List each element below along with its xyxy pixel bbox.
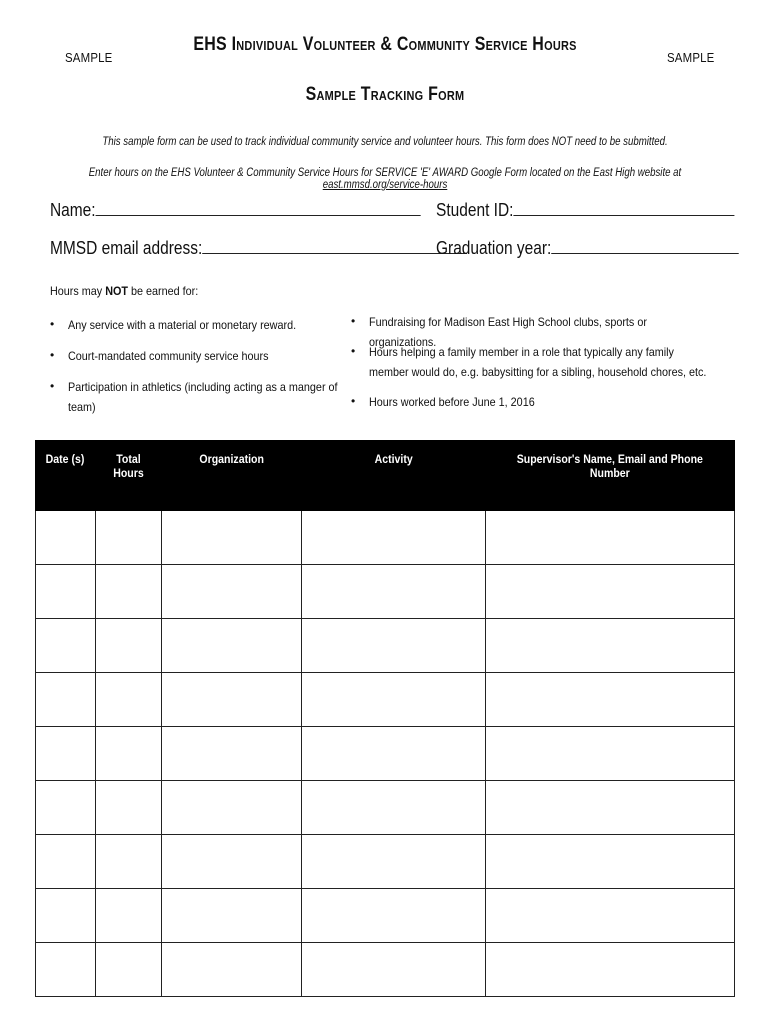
name-line[interactable] (96, 214, 421, 216)
bullet-icon: • (50, 317, 55, 331)
supervisor-cell[interactable] (486, 835, 735, 889)
table-row (36, 727, 735, 781)
date-cell[interactable] (36, 835, 96, 889)
organization-cell[interactable] (161, 889, 301, 943)
column-header-date: Date (s) (36, 441, 96, 511)
total-hours-cell[interactable] (95, 511, 161, 565)
date-cell[interactable] (36, 943, 96, 997)
restriction-item: Fundraising for Madison East High School clubs, sports or organizations. (369, 315, 647, 349)
date-cell[interactable] (36, 781, 96, 835)
total-hours-cell[interactable] (95, 673, 161, 727)
table-body (36, 511, 735, 997)
total-hours-cell[interactable] (95, 781, 161, 835)
graduation-year-line[interactable] (551, 252, 738, 254)
bullet-icon: • (50, 348, 55, 362)
restriction-item: Any service with a material or monetary reward. (68, 318, 297, 332)
table-row (36, 889, 735, 943)
supervisor-cell[interactable] (486, 619, 735, 673)
activity-cell[interactable] (301, 565, 486, 619)
organization-cell[interactable] (161, 673, 301, 727)
activity-cell[interactable] (301, 889, 486, 943)
activity-cell[interactable] (301, 727, 486, 781)
sample-label-left: SAMPLE (65, 50, 113, 65)
email-field[interactable] (50, 238, 467, 259)
bullet-icon: • (351, 344, 356, 358)
supervisor-cell[interactable] (486, 943, 735, 997)
table-header-row (36, 441, 735, 511)
date-cell[interactable] (36, 565, 96, 619)
table-row (36, 619, 735, 673)
supervisor-cell[interactable] (486, 781, 735, 835)
organization-cell[interactable] (161, 943, 301, 997)
total-hours-cell[interactable] (95, 727, 161, 781)
table-row (36, 781, 735, 835)
activity-cell[interactable] (301, 619, 486, 673)
date-cell[interactable] (36, 727, 96, 781)
restriction-item: Hours worked before June 1, 2016 (369, 395, 535, 409)
restriction-item: Court-mandated community service hours (68, 349, 269, 363)
bullet-icon: • (50, 379, 55, 393)
organization-cell[interactable] (161, 511, 301, 565)
restrictions-intro: Hours may NOT be earned for: (50, 284, 199, 298)
supervisor-cell[interactable] (486, 511, 735, 565)
hours-log-table (35, 440, 735, 997)
supervisor-cell[interactable] (486, 889, 735, 943)
table-row (36, 673, 735, 727)
name-label: Name: (50, 200, 96, 220)
date-cell[interactable] (36, 619, 96, 673)
table-row (36, 511, 735, 565)
total-hours-cell[interactable] (95, 835, 161, 889)
total-hours-cell[interactable] (95, 943, 161, 997)
title-line-1: EHS Individual Volunteer & Community Service Hours (193, 34, 577, 55)
activity-cell[interactable] (301, 943, 486, 997)
bullet-icon: • (351, 394, 356, 408)
activity-cell[interactable] (301, 835, 486, 889)
email-line[interactable] (202, 252, 467, 254)
instruction-note-2-text: Enter hours on the EHS Volunteer & Community Service Hours for SERVICE 'E' AWARD Google Form located on the East High website at (88, 167, 682, 179)
total-hours-cell[interactable] (95, 619, 161, 673)
organization-cell[interactable] (161, 727, 301, 781)
form-title (0, 34, 770, 56)
activity-cell[interactable] (301, 781, 486, 835)
total-hours-cell[interactable] (95, 889, 161, 943)
instruction-note-2 (0, 167, 770, 191)
date-cell[interactable] (36, 511, 96, 565)
date-cell[interactable] (36, 889, 96, 943)
student-id-field[interactable] (436, 200, 734, 221)
sample-label-right: SAMPLE (667, 50, 715, 65)
column-header-total-hours: Total Hours (95, 441, 161, 511)
table-row (36, 565, 735, 619)
supervisor-cell[interactable] (486, 673, 735, 727)
organization-cell[interactable] (161, 619, 301, 673)
table-row (36, 943, 735, 997)
graduation-year-label: Graduation year: (436, 238, 552, 258)
activity-cell[interactable] (301, 511, 486, 565)
student-id-line[interactable] (513, 214, 734, 216)
student-id-label: Student ID: (436, 200, 514, 220)
organization-cell[interactable] (161, 835, 301, 889)
restriction-item: Hours helping a family member in a role that typically any family member would do, e.g. babysitting for a sibling, household chores, etc. (369, 345, 707, 379)
organization-cell[interactable] (161, 565, 301, 619)
instruction-note-1: This sample form can be used to track individual community service and volunteer hours. This form does NOT need to be submitted. (102, 136, 668, 148)
bullet-icon: • (351, 314, 356, 328)
supervisor-cell[interactable] (486, 727, 735, 781)
graduation-year-field[interactable] (436, 238, 739, 259)
column-header-supervisor: Supervisor's Name, Email and Phone Number (486, 441, 735, 511)
activity-cell[interactable] (301, 673, 486, 727)
name-field[interactable] (50, 200, 421, 221)
service-hours-link[interactable]: east.mmsd.org/service-hours (322, 179, 448, 191)
date-cell[interactable] (36, 673, 96, 727)
supervisor-cell[interactable] (486, 565, 735, 619)
email-label: MMSD email address: (50, 238, 203, 258)
column-header-activity: Activity (301, 441, 486, 511)
organization-cell[interactable] (161, 781, 301, 835)
form-subtitle (0, 84, 770, 106)
restriction-item: Participation in athletics (including acting as a manger of team) (68, 380, 338, 414)
column-header-organization: Organization (161, 441, 301, 511)
total-hours-cell[interactable] (95, 565, 161, 619)
title-line-2: Sample Tracking Form (305, 84, 465, 105)
table-row (36, 835, 735, 889)
